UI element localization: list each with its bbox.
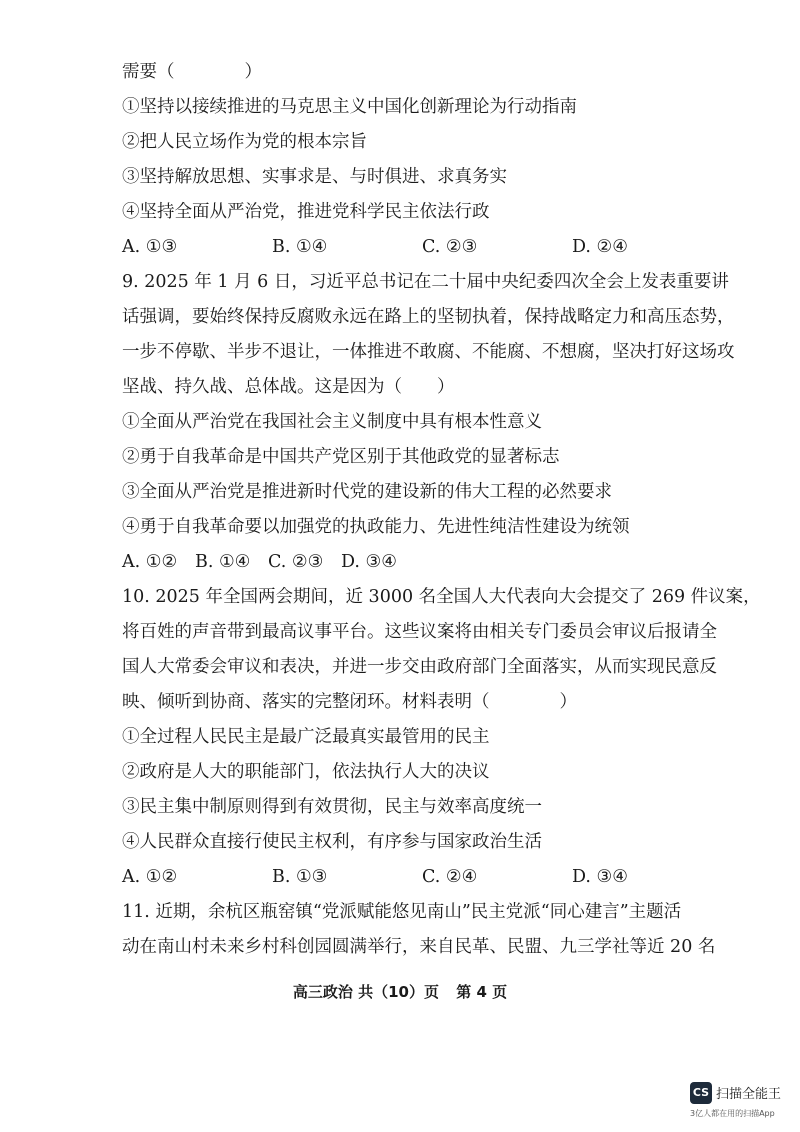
q11-stem-2: 动在南山村未来乡村科创园圆满举行，来自民革、民盟、九三学社等近 20 名 — [122, 937, 716, 957]
q10-item-3: ③民主集中制原则得到有效贯彻，民主与效率高度统一 — [122, 797, 542, 817]
q9-stem-1: 9. 2025 年 1 月 6 日，习近平总书记在二十届中央纪委四次全会上发表重要讲 — [122, 272, 729, 292]
q9-option-c[interactable]: C. ②③ — [268, 552, 324, 572]
q8-item-1: ①坚持以接续推进的马克思主义中国化创新理论为行动指南 — [122, 97, 577, 117]
q8-option-d[interactable]: D. ②④ — [572, 237, 628, 257]
q10-option-b[interactable]: B. ①③ — [272, 867, 328, 887]
q8-item-4: ④坚持全面从严治党，推进党科学民主依法行政 — [122, 202, 490, 222]
q9-stem-3: 一步不停歇、半步不退让，一体推进不敢腐、不能腐、不想腐，坚决打好这场攻 — [122, 342, 735, 362]
camscanner-logo-icon: CS — [690, 1082, 712, 1104]
q10-option-c[interactable]: C. ②④ — [422, 867, 478, 887]
q9-option-d[interactable]: D. ③④ — [341, 552, 397, 572]
q10-options — [122, 865, 722, 889]
q9-option-b[interactable]: B. ①④ — [195, 552, 251, 572]
q9-item-3: ③全面从严治党是推进新时代党的建设新的伟大工程的必然要求 — [122, 482, 612, 502]
q9-option-a[interactable]: A. ①② — [122, 552, 178, 572]
q10-stem-4: 映、倾听到协商、落实的完整闭环。材料表明（ ） — [122, 692, 577, 712]
q9-stem-2: 话强调，要始终保持反腐败永远在路上的坚韧执着，保持战略定力和高压态势， — [122, 307, 735, 327]
q10-item-1: ①全过程人民民主是最广泛最真实最管用的民主 — [122, 727, 490, 747]
q10-option-d[interactable]: D. ③④ — [572, 867, 628, 887]
q9-item-1: ①全面从严治党在我国社会主义制度中具有根本性意义 — [122, 412, 542, 432]
q11-stem-1: 11. 近期，余杭区瓶窑镇“党派赋能悠见南山”民主党派“同心建言”主题活 — [122, 902, 682, 922]
q10-option-a[interactable]: A. ①② — [122, 867, 178, 887]
footer-subject: 高三政治 共（10）页 — [292, 983, 439, 1001]
page-footer — [0, 981, 800, 1002]
q10-item-2: ②政府是人大的职能部门，依法执行人大的决议 — [122, 762, 490, 782]
q10-stem-1: 10. 2025 年全国两会期间，近 3000 名全国人大代表向大会提交了 269 件议案， — [122, 587, 761, 607]
scanner-watermark — [690, 1080, 795, 1124]
q9-item-4: ④勇于自我革命要以加强党的执政能力、先进性纯洁性建设为统领 — [122, 517, 630, 537]
q8-item-3: ③坚持解放思想、实事求是、与时俱进、求真务实 — [122, 167, 507, 187]
q9-options — [122, 550, 722, 574]
q8-option-a[interactable]: A. ①③ — [122, 237, 178, 257]
q10-item-4: ④人民群众直接行使民主权利，有序参与国家政治生活 — [122, 832, 542, 852]
q9-item-2: ②勇于自我革命是中国共产党区别于其他政党的显著标志 — [122, 447, 560, 467]
q8-options — [122, 235, 722, 259]
q10-stem-2: 将百姓的声音带到最高议事平台。这些议案将由相关专门委员会审议后报请全 — [122, 622, 717, 642]
footer-page-number: 第 4 页 — [456, 983, 508, 1001]
watermark-tagline: 3亿人都在用的扫描App — [690, 1109, 775, 1118]
q10-stem-3: 国人大常委会审议和表决，并进一步交由政府部门全面落实，从而实现民意反 — [122, 657, 717, 677]
watermark-app-name: 扫描全能王 — [716, 1087, 782, 1102]
q8-item-2: ②把人民立场作为党的根本宗旨 — [122, 132, 367, 152]
q8-option-b[interactable]: B. ①④ — [272, 237, 328, 257]
q9-stem-4: 坚战、持久战、总体战。这是因为（ ） — [122, 377, 455, 397]
q8-bracket-line: 需要（ ） — [122, 62, 262, 82]
q8-option-c[interactable]: C. ②③ — [422, 237, 478, 257]
